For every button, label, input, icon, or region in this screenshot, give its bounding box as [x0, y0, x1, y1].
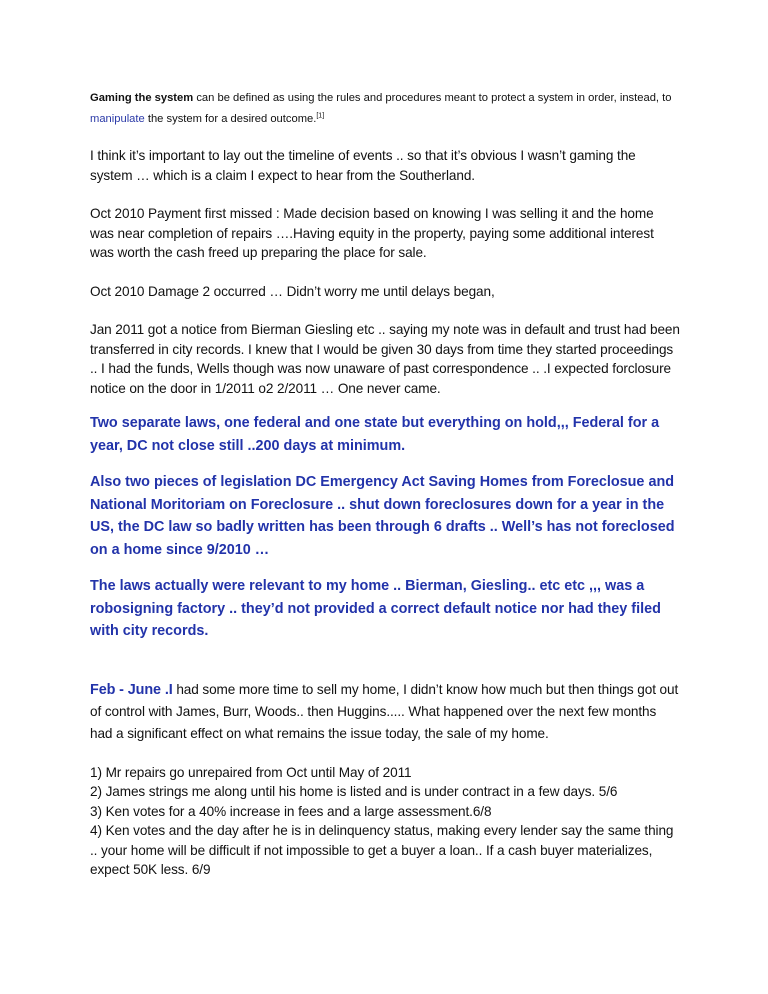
manipulate-link[interactable]: manipulate: [90, 113, 145, 125]
paragraph-oct-damage: Oct 2010 Damage 2 occurred … Didn’t worry me until delays began,: [90, 283, 495, 299]
list-item: 2) James strings me along until his home is listed and is under contract in a few days. 5/6: [90, 784, 618, 799]
list-item: 3) Ken votes for a 40% increase in fees and a large assessment.6/8: [90, 803, 492, 819]
paragraph-feb-june: [90, 679, 680, 745]
highlight-robosigning: The laws actually were relevant to my home .. Bierman, Giesling.. etc etc ,,, was a robosigning factory .. they’d not provided a correct default notice nor had they filed with city records.: [90, 578, 661, 639]
numbered-list: [90, 763, 680, 880]
paragraph-timeline-intro: I think it’s important to lay out the timeline of events .. so that it’s obvious I wasn’t gaming the system … which is a claim I expect to hear from the Southerland.: [90, 148, 636, 183]
highlight-two-laws: Two separate laws, one federal and one state but everything on hold,,, Federal for a year, DC not close still ..200 days at minimum.: [90, 415, 660, 454]
highlight-legislation: Also two pieces of legislation DC Emergency Act Saving Homes from Foreclosue and National Moritoriam on Foreclosure .. shut down foreclosures down for a year in the US, the DC law so badly written has been through 6 drafts .. Well’s has not foreclosed on a home since 9/2010 …: [90, 474, 675, 558]
intro-text-a: can be defined as using the rules and procedures meant to protect a system in order, instead, to: [193, 92, 672, 104]
list-item: 1) Mr repairs go unrepaired from Oct until May of 2011: [90, 764, 412, 780]
paragraph-oct-payment: Oct 2010 Payment first missed : Made decision based on knowing I was selling it and the home was near completion of repairs ….Having equity in the property, paying some additional interest was worth the cash freed up preparing the place for sale.: [90, 206, 654, 260]
feb-june-label: Feb - June .I: [90, 681, 173, 698]
intro-text-b: the system for a desired outcome.: [144, 113, 317, 125]
intro-term: Gaming the system: [90, 92, 194, 104]
list-item: 4) Ken votes and the day after he is in delinquency status, making every lender say the same thing .. your home will be difficult if not impossible to get a buyer a loan.. If a cash buyer materializes, expect 50K less. 6/9: [90, 823, 674, 877]
paragraph-jan-notice: Jan 2011 got a notice from Bierman Giesling etc .. saying my note was in default and trust had been transferred in city records. I knew that I would be given 30 days from time they started proceedings .. I had the funds, Wells though was now unaware of past correspondence .. .I expected forclosure notice on the door in 1/2011 o2 2/2011 … One never came.: [90, 322, 680, 396]
intro-definition: [90, 88, 680, 130]
document-page: [90, 88, 680, 880]
feb-june-text: had some more time to sell my home, I didn’t know how much but then things got out of control with James, Burr, Woods.. then Huggins..... What happened over the next few months had a significant effect on what remains the issue today, the sale of my home.: [90, 681, 679, 741]
footnote-ref[interactable]: [1]: [316, 112, 325, 120]
